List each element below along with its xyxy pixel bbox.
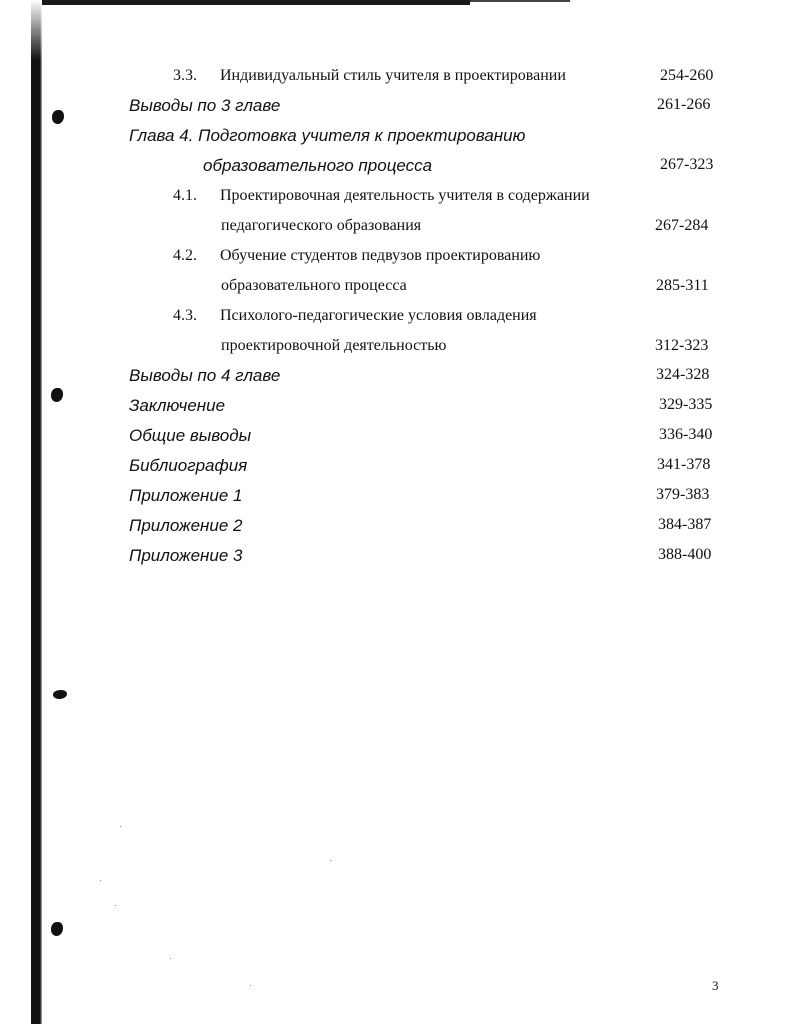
toc-entry-chapter-4-cont[interactable]: [0, 156, 792, 180]
toc-section-number: 4.2.: [173, 247, 197, 264]
scan-edge-top: [30, 0, 470, 5]
toc-entry-appendix-3[interactable]: [0, 546, 792, 570]
toc-page-range: 267-284: [655, 217, 709, 234]
toc-page-range: 388-400: [658, 546, 712, 563]
toc-chapter-title-line2: образовательного процесса: [203, 156, 433, 175]
page-number: 3: [712, 978, 719, 993]
scan-edge-left-fade: [28, 0, 42, 60]
toc-section-title-line2: педагогического образования: [221, 217, 422, 234]
scan-edge-left: [28, 0, 42, 1024]
toc-entry-3-3[interactable]: [0, 67, 792, 91]
toc-section-number: 3.3.: [173, 67, 197, 84]
scan-speck: [115, 905, 116, 906]
toc-page-range: 324-328: [656, 366, 710, 383]
toc-page-range: 379-383: [656, 486, 710, 503]
toc-page-range: 254-260: [660, 67, 714, 84]
toc-entry-chapter-4[interactable]: [0, 126, 792, 150]
scan-speck: [120, 826, 121, 827]
toc-heading-title: Общие выводы: [129, 426, 252, 445]
toc-chapter-title-line1: Глава 4. Подготовка учителя к проектированию: [129, 126, 526, 145]
toc-entry-appendix-2[interactable]: [0, 516, 792, 540]
toc-entry-4-1[interactable]: [0, 187, 792, 211]
toc-entry-conclusion[interactable]: [0, 396, 792, 420]
toc-page-range: 329-335: [659, 396, 713, 413]
toc-section-title-line1: Обучение студентов педвузов проектированию: [220, 247, 541, 264]
toc-heading-title: Приложение 3: [129, 546, 243, 565]
toc-section-number: 4.1.: [173, 187, 197, 204]
toc-entry-4-2[interactable]: [0, 247, 792, 271]
toc-entry-4-3-cont[interactable]: [0, 337, 792, 361]
toc-entry-chapter-3-conclusions[interactable]: [0, 96, 792, 120]
toc-section-title-line1: Проектировочная деятельность учителя в содержании: [220, 187, 590, 204]
toc-section-title-line2: образовательного процесса: [221, 277, 407, 294]
toc-heading-title: Выводы по 3 главе: [129, 96, 281, 115]
toc-heading-title: Заключение: [129, 396, 226, 415]
toc-page-range: 384-387: [658, 516, 712, 533]
toc-entry-appendix-1[interactable]: [0, 486, 792, 510]
scan-speck: [330, 860, 331, 861]
toc-entry-general-conclusions[interactable]: [0, 426, 792, 450]
scan-edge-top-faint: [470, 0, 570, 2]
toc-entry-4-1-cont[interactable]: [0, 217, 792, 241]
toc-page-range: 312-323: [655, 337, 709, 354]
toc-heading-title: Выводы по 4 главе: [129, 366, 281, 385]
scan-speck: [100, 880, 101, 881]
punch-hole-mark: [53, 690, 67, 699]
toc-section-title: Индивидуальный стиль учителя в проектировании: [220, 67, 566, 84]
punch-hole-mark: [51, 922, 63, 936]
toc-entry-bibliography[interactable]: [0, 456, 792, 480]
toc-section-number: 4.3.: [173, 307, 197, 324]
toc-heading-title: Приложение 2: [129, 516, 243, 535]
toc-heading-title: Приложение 1: [129, 486, 243, 505]
toc-entry-chapter-4-conclusions[interactable]: [0, 366, 792, 390]
toc-page-range: 267-323: [660, 156, 714, 173]
scan-speck: [250, 985, 251, 986]
toc-page-range: 341-378: [657, 456, 711, 473]
toc-entry-4-2-cont[interactable]: [0, 277, 792, 301]
toc-page-range: 285-311: [656, 277, 709, 294]
toc-page-range: 261-266: [657, 96, 711, 113]
toc-entry-4-3[interactable]: [0, 307, 792, 331]
scan-speck: [170, 958, 171, 959]
toc-heading-title: Библиография: [129, 456, 248, 475]
toc-section-title-line1: Психолого-педагогические условия овладения: [220, 307, 537, 324]
toc-page-range: 336-340: [659, 426, 713, 443]
toc-section-title-line2: проектировочной деятельностью: [221, 337, 447, 354]
